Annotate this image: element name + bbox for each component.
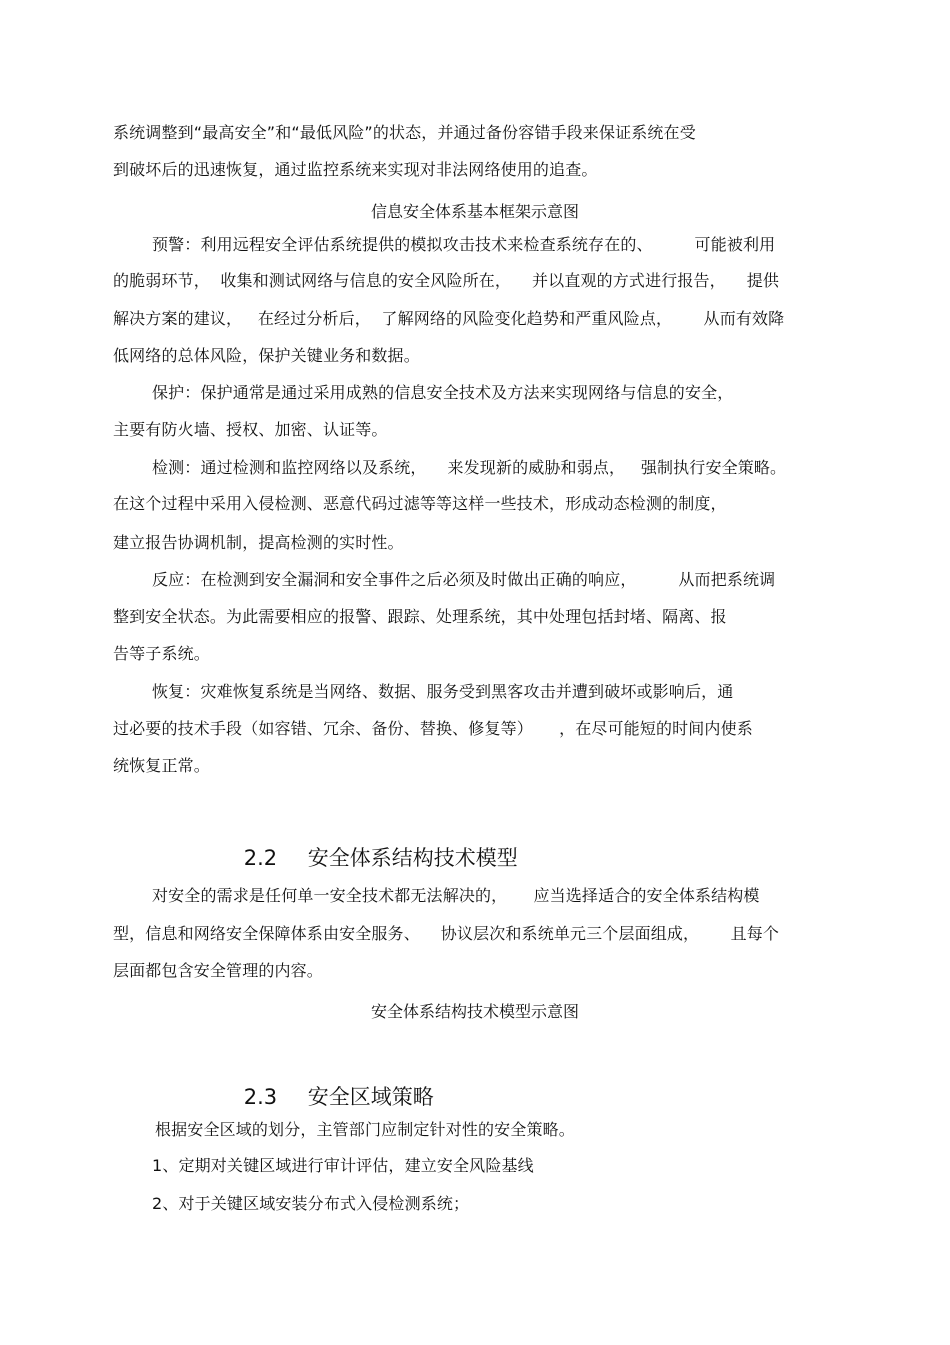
paragraph-line: 主要有防火墙、授权、加密、认证等。 <box>113 420 388 439</box>
figure-caption: 信息安全体系基本框架示意图 <box>370 202 579 221</box>
section-number: 2.3 <box>243 1085 278 1109</box>
paragraph-line: 层面都包含安全管理的内容。 <box>113 961 323 980</box>
paragraph-line: 低网络的总体风险，保护关键业务和数据。 <box>113 346 420 365</box>
paragraph-line: 系统调整到“最高安全”和“最低风险”的状态，并通过备份容错手段来保证系统在受 <box>113 123 696 142</box>
paragraph-line: 到破坏后的迅速恢复，通过监控系统来实现对非法网络使用的追查。 <box>113 160 598 179</box>
list-item: 2、对于关键区域安装分布式入侵检测系统； <box>152 1194 470 1213</box>
paragraph-line: 的脆弱环节， 收集和测试网络与信息的安全风险所在， 并以直观的方式进行报告， 提供 <box>113 271 780 290</box>
paragraph-line: 预警：利用远程安全评估系统提供的模拟攻击技术来检查系统存在的、 可能被利用 <box>152 235 776 254</box>
paragraph-line: 在这个过程中采用入侵检测、恶意代码过滤等等这样一些技术，形成动态检测的制度， <box>113 494 727 513</box>
paragraph-line: 恢复：灾难恢复系统是当网络、数据、服务受到黑客攻击并遭到破坏或影响后，通 <box>152 682 734 701</box>
figure-caption: 安全体系结构技术模型示意图 <box>370 1002 579 1021</box>
paragraph-line: 告等子系统。 <box>113 644 210 663</box>
paragraph-line: 统恢复正常。 <box>113 756 210 775</box>
list-item: 1、定期对关键区域进行审计评估，建立安全风险基线 <box>152 1156 534 1175</box>
paragraph-line: 反应：在检测到安全漏洞和安全事件之后必须及时做出正确的响应， 从而把系统调 <box>152 570 776 589</box>
section-title: 安全体系结构技术模型 <box>307 846 518 870</box>
paragraph-line: 型，信息和网络安全保障体系由安全服务、 协议层次和系统单元三个层面组成， 且每个 <box>113 924 780 943</box>
paragraph-line: 保护：保护通常是通过采用成熟的信息安全技术及方法来实现网络与信息的安全， <box>152 383 734 402</box>
paragraph-line: 建立报告协调机制，提高检测的实时性。 <box>113 533 404 552</box>
paragraph-line: 解决方案的建议， 在经过分析后， 了解网络的风险变化趋势和严重风险点， 从而有效降 <box>113 309 785 328</box>
paragraph-line: 根据安全区域的划分，主管部门应制定针对性的安全策略。 <box>155 1120 575 1139</box>
paragraph-line: 整到安全状态。为此需要相应的报警、跟踪、处理系统，其中处理包括封堵、隔离、报 <box>113 607 727 626</box>
section-title: 安全区域策略 <box>307 1085 434 1109</box>
paragraph-line: 对安全的需求是任何单一安全技术都无法解决的， 应当选择适合的安全体系结构模 <box>152 886 760 905</box>
paragraph-line: 检测：通过检测和监控网络以及系统， 来发现新的威胁和弱点， 强制执行安全策略。 <box>152 458 787 477</box>
section-number: 2.2 <box>243 846 278 870</box>
paragraph-line: 过必要的技术手段（如容错、冗余、备份、替换、修复等） ，在尽可能短的时间内使系 <box>113 719 753 738</box>
